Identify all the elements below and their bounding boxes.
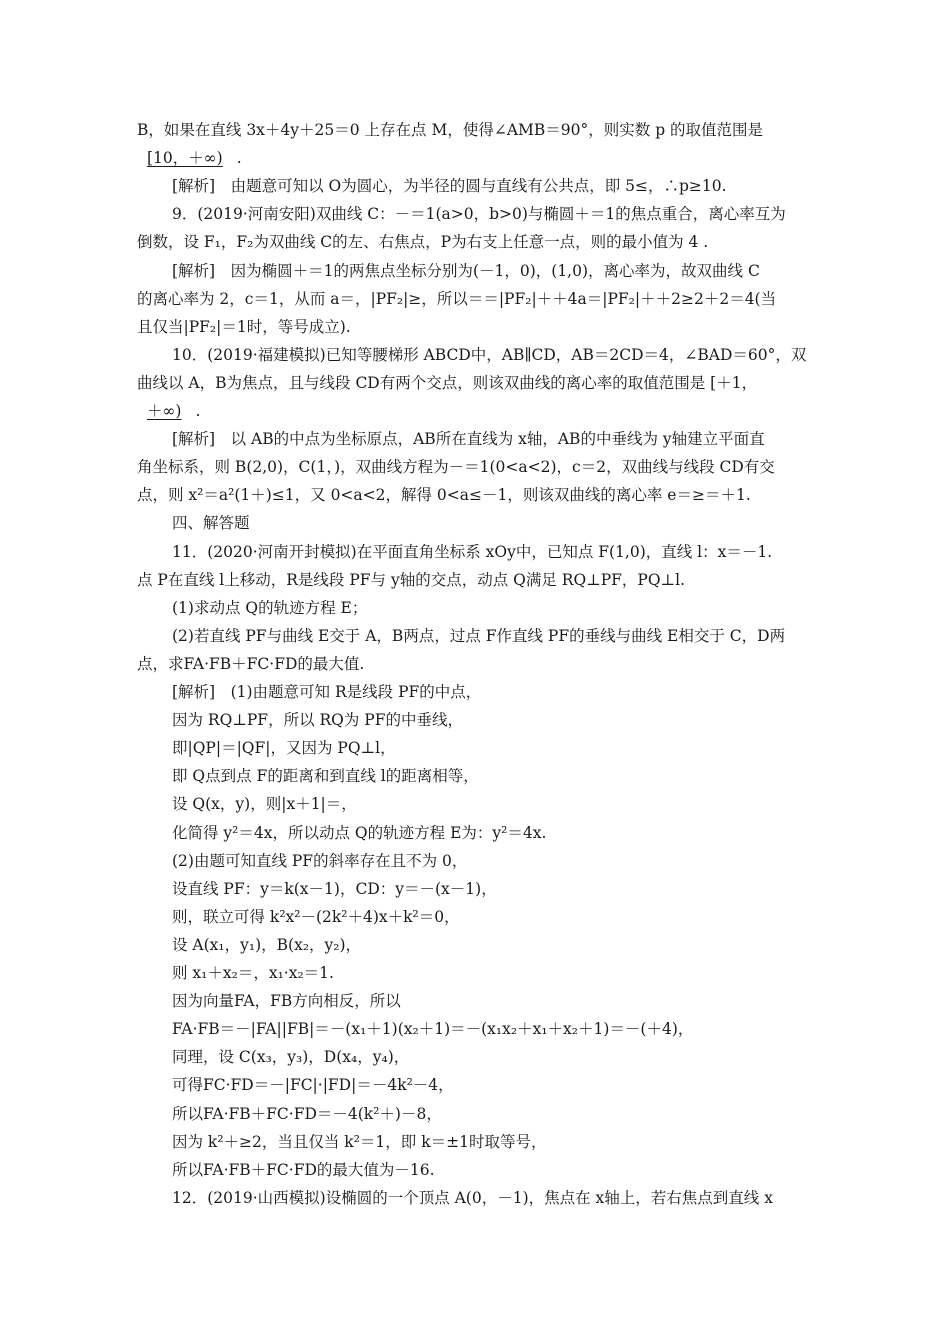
line-text: 化简得 y²＝4x，所以动点 Q的轨迹方程 E为：y²＝4x. xyxy=(172,823,547,842)
line-text: 9．(2019·河南安阳)双曲线 C：－＝1(a>0，b>0)与椭圆＋＝1的焦点重合，离心率互为 xyxy=(172,205,786,224)
text-line xyxy=(137,287,817,311)
line-text: (2)若直线 PF与曲线 E交于 A，B两点，过点 F作直线 PF的垂线与曲线 E相交于 C，D两 xyxy=(172,626,786,645)
line-text: 设直线 PF：y＝k(x－1)，CD：y＝－(x－1)， xyxy=(172,879,497,898)
text-line xyxy=(172,1045,852,1069)
line-text: 12．(2019·山西模拟)设椭圆的一个顶点 A(0，－1)，焦点在 x轴上，若右焦点到直线 x xyxy=(172,1188,773,1207)
line-text: 即|QP|＝|QF|，又因为 PQ⊥l， xyxy=(172,739,396,758)
line-text: 因为 RQ⊥PF，所以 RQ为 PF的中垂线， xyxy=(172,711,463,730)
text-line xyxy=(172,708,852,732)
line-text: [解析] 因为椭圆＋＝1的两焦点坐标分别为(－1，0)，(1,0)，离心率为，故双曲线 C xyxy=(172,261,760,280)
line-text: 同理，设 C(x₃，y₃)，D(x₄，y₄)， xyxy=(172,1048,410,1067)
line-text: B，如果在直线 3x＋4y＋25＝0 上存在点 M，使得∠AMB＝90°，则实数 p 的取值范围是 xyxy=(137,121,764,139)
text-line xyxy=(172,1017,852,1041)
text-line xyxy=(172,540,852,564)
line-text: 即 Q点到点 F的距离和到直线 l的距离相等， xyxy=(172,767,479,786)
text-line xyxy=(172,1073,852,1097)
line-text: 的离心率为 2，c＝1，从而 a＝，|PF₂|≥，所以＝＝|PF₂|＋＋4a＝|PF₂|＋＋2≥2＋2＝4(当 xyxy=(137,289,777,308)
line-text: 11．(2020·河南开封模拟)在平面直角坐标系 xOy中，已知点 F(1,0)，直线 l：x＝－1. xyxy=(172,542,773,561)
text-line xyxy=(172,989,852,1013)
trailing-punctuation: . xyxy=(236,149,242,168)
line-text: 所以FA·FB＋FC·FD的最大值为－16. xyxy=(172,1160,435,1179)
text-line xyxy=(172,259,852,283)
text-line xyxy=(172,1158,852,1182)
text-line xyxy=(137,483,817,507)
text-line xyxy=(172,792,852,816)
text-line xyxy=(137,118,817,142)
line-text: 点，求FA·FB＋FC·FD的最大值. xyxy=(137,654,365,673)
line-text: 倒数，设 F₁，F₂为双曲线 C的左、右焦点，P为右支上任意一点，则的最小值为 4 . xyxy=(137,233,709,252)
answer-line xyxy=(137,146,817,170)
line-text: [解析] 由题意可知以 O为圆心，为半径的圆与直线有公共点，即 5≤，∴p≥10. xyxy=(172,177,727,196)
line-text: 曲线以 A，B为焦点，且与线段 CD有两个交点，则该双曲线的离心率的取值范围是 [＋1， xyxy=(137,373,758,392)
text-line xyxy=(172,343,852,367)
line-text: 四、解答题 xyxy=(172,514,250,533)
line-text: 则，联立可得 k²x²－(2k²＋4)x＋k²＝0， xyxy=(172,907,460,926)
text-line xyxy=(172,680,852,704)
text-line xyxy=(172,624,852,648)
text-line xyxy=(137,315,817,339)
text-line xyxy=(137,652,817,676)
text-line xyxy=(172,933,852,957)
line-text: 设 A(x₁，y₁)，B(x₂，y₂)， xyxy=(172,935,362,954)
line-text: [解析] (1)由题意可知 R是线段 PF的中点， xyxy=(172,683,482,701)
line-text: 且仅当|PF₂|＝1时，等号成立). xyxy=(137,317,351,336)
text-line xyxy=(172,877,852,901)
answer-text: ＋∞) xyxy=(147,402,182,420)
text-line xyxy=(137,230,817,254)
text-line xyxy=(172,821,852,845)
answer-text: [10，＋∞) xyxy=(147,149,223,168)
trailing-punctuation: . xyxy=(195,402,201,420)
line-text: 角坐标系，则 B(2,0)，C(1，)，双曲线方程为－＝1(0<a<2)，c＝2，双曲线与线段 CD有交 xyxy=(137,458,775,477)
answer-line xyxy=(137,399,817,423)
line-text: 可得FC·FD＝－|FC|·|FD|＝－4k²－4， xyxy=(172,1076,454,1095)
text-line xyxy=(137,371,817,395)
line-text: 10．(2019·福建模拟)已知等腰梯形 ABCD中，AB∥CD，AB＝2CD＝4，∠BAD＝60°，双 xyxy=(172,345,807,364)
text-line xyxy=(172,511,852,535)
line-text: 因为向量FA，FB方向相反，所以 xyxy=(172,992,401,1011)
text-line xyxy=(172,736,852,760)
line-text: 因为 k²＋≥2，当且仅当 k²＝1，即 k＝±1时取等号， xyxy=(172,1132,547,1151)
line-text: 则 x₁＋x₂＝，x₁·x₂＝1. xyxy=(172,964,334,982)
text-line xyxy=(172,1186,852,1210)
text-line xyxy=(172,174,852,198)
line-text: (2)由题可知直线 PF的斜率存在且不为 0， xyxy=(172,851,468,870)
text-line xyxy=(172,905,852,929)
line-text: (1)求动点 Q的轨迹方程 E； xyxy=(172,598,368,617)
line-text: 点，则 x²＝a²(1＋)≤1，又 0<a<2，解得 0<a≤－1，则该双曲线的离心率 e＝≥＝＋1. xyxy=(137,486,751,505)
text-line xyxy=(172,764,852,788)
text-line xyxy=(172,1102,852,1126)
text-line xyxy=(137,455,817,479)
text-line xyxy=(172,202,852,226)
text-line xyxy=(172,1130,852,1154)
line-text: [解析] 以 AB的中点为坐标原点，AB所在直线为 x轴，AB的中垂线为 y轴建立平面直 xyxy=(172,430,765,449)
line-text: 设 Q(x，y)，则|x＋1|＝， xyxy=(172,795,357,814)
text-line xyxy=(172,596,852,620)
text-line xyxy=(137,568,817,592)
line-text: 所以FA·FB＋FC·FD＝－4(k²＋)－8， xyxy=(172,1104,442,1123)
line-text: FA·FB＝－|FA||FB|＝－(x₁＋1)(x₂＋1)＝－(x₁x₂＋x₁＋x₂＋1)＝－(＋4)， xyxy=(172,1020,694,1039)
text-line xyxy=(172,849,852,873)
text-line xyxy=(172,961,852,985)
line-text: 点 P在直线 l上移动，R是线段 PF与 y轴的交点，动点 Q满足 RQ⊥PF，PQ⊥l. xyxy=(137,570,686,589)
text-line xyxy=(172,427,852,451)
